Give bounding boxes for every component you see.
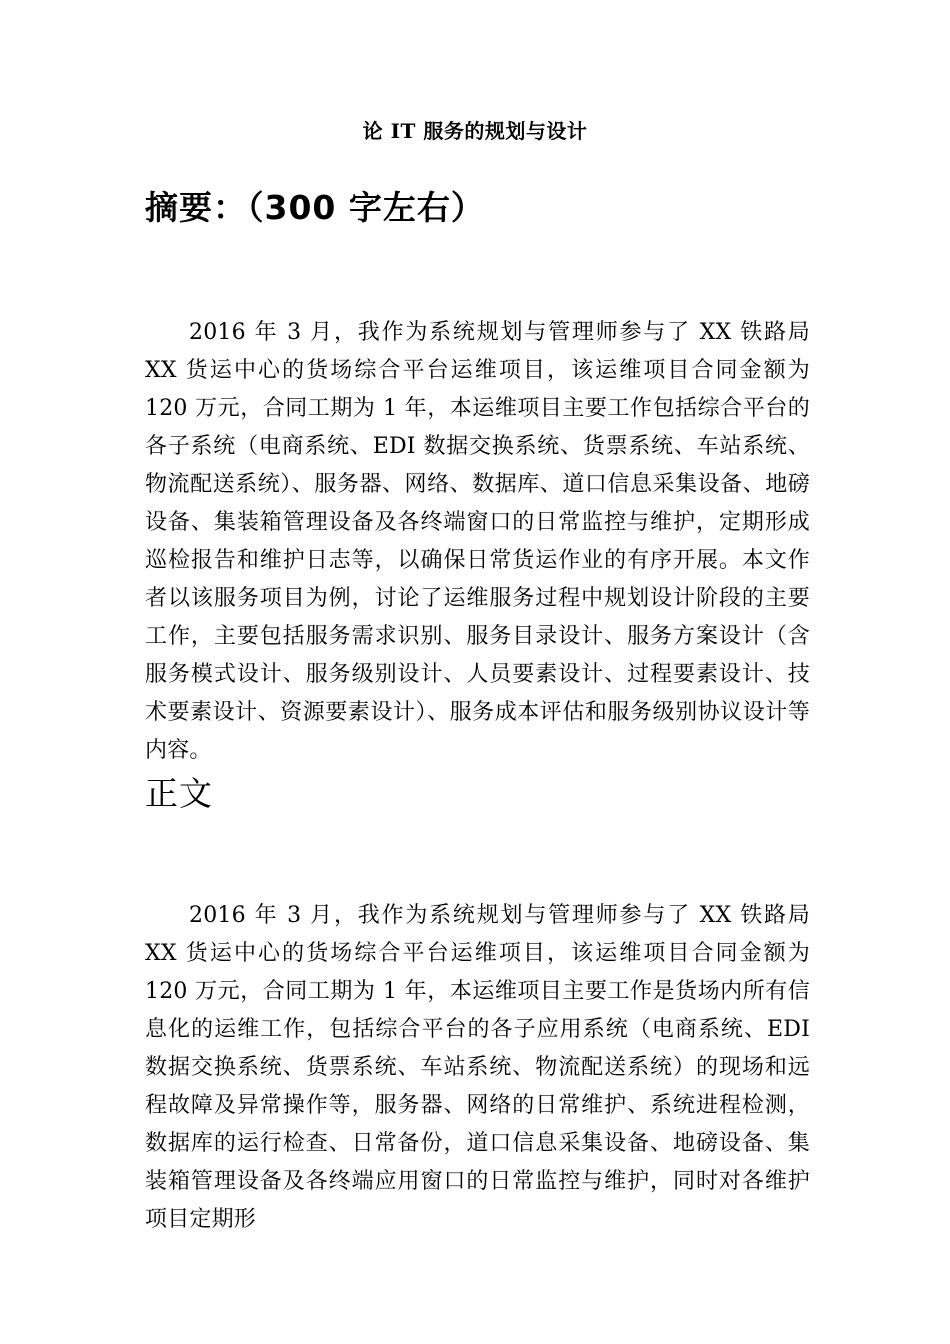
abstract-paragraph: 2016 年 3 月，我作为系统规划与管理师参与了 XX 铁路局 XX 货运中心的货场综合平台运维项目，该运维项目合同金额为 120 万元，合同工期为 1 年，本运维项目主要工作包括综合平台的各子系统（电商系统、EDI 数据交换系统、货票系统、车站系统、物流配送系统）、服务器、网络、数据库、道口信息采集设备、地磅设备、集装箱管理设备及各终端窗口的日常监控与维护，定期形成巡检报告和维护日志等，以确保日常货运作业的有序开展。本文作者以该服务项目为例，讨论了运维服务过程中规划设计阶段的主要工作，主要包括服务需求识别、服务目录设计、服务方案设计（含服务模式设计、服务级别设计、人员要素设计、过程要素设计、技术要素设计、资源要素设计）、服务成本评估和服务级别协议设计等内容。 [145, 320, 810, 763]
document-title: 论 IT 服务的规划与设计 [362, 119, 588, 143]
body-heading: 正文 [145, 774, 213, 813]
body-paragraph: 2016 年 3 月，我作为系统规划与管理师参与了 XX 铁路局 XX 货运中心的货场综合平台运维项目，该运维项目合同金额为 120 万元，合同工期为 1 年，本运维项目主要工作是货场内所有信息化的运维工作，包括综合平台的各子应用系统（电商系统、EDI 数据交换系统、货票系统、车站系统、物流配送系统）的现场和远程故障及异常操作等，服务器、网络的日常维护、系统进程检测，数据库的运行检查、日常备份，道口信息采集设备、地磅设备、集装箱管理设备及各终端应用窗口的日常监控与维护，同时对各维护项目定期形 [145, 903, 810, 1232]
abstract-heading: 摘要：（300 字左右） [145, 188, 485, 227]
